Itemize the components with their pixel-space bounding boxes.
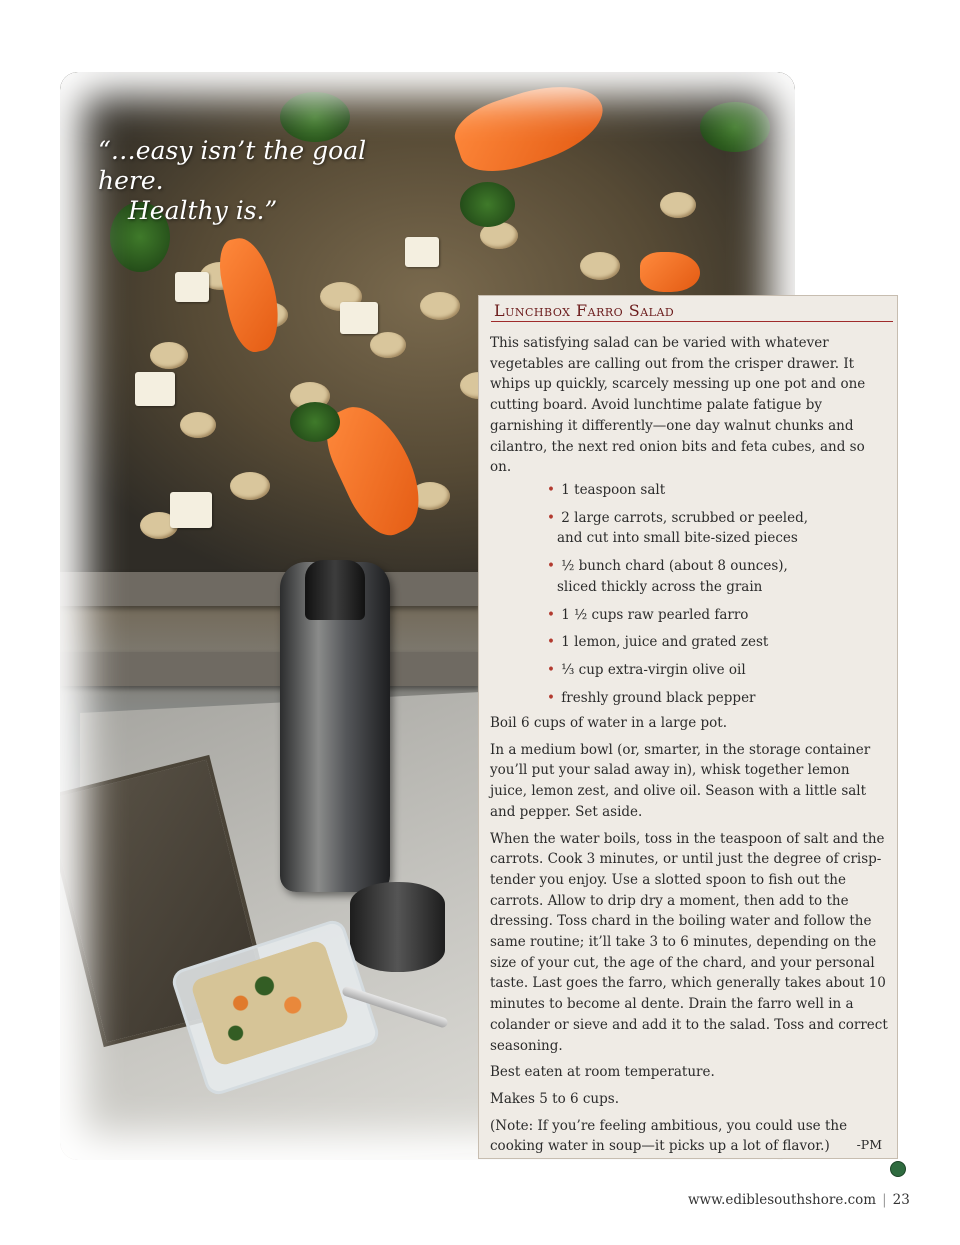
method-step: Makes 5 to 6 cups. xyxy=(490,1090,619,1107)
ingredient-item: • freshly ground black pepper xyxy=(547,689,756,706)
recipe-card xyxy=(478,295,898,1159)
bullet-icon: • xyxy=(547,482,555,498)
bullet-icon: • xyxy=(547,661,555,678)
ingredient-item: • 1 ½ cups raw pearled farro xyxy=(547,606,749,623)
pull-quote xyxy=(98,136,428,226)
author-signature: -PM xyxy=(856,1137,882,1152)
website-link[interactable]: www.ediblesouthshore.com xyxy=(688,1192,877,1208)
method-step: (Note: If you’re feeling ambitious, you could use the cooking water in soup—it picks up a lot of flavor.) xyxy=(490,1117,848,1155)
ingredient-item: • ⅓ cup extra-virgin olive oil xyxy=(547,661,746,678)
recipe-intro: This satisfying salad can be varied with whatever vegetables are calling out from the crisper drawer. It whips up quickly, scarcely messing up one pot and one cutting board. Avoid lunchtime palate fatigue by garnishing it differently—one day walnut chunks and cilantro, the next red onion bits and feta cubes, and so on. xyxy=(490,335,866,476)
method-step: In a medium bowl (or, smarter, in the storage container you’ll put your salad away in), whisk together lemon juice, lemon zest, and olive oil. Season with a little salt and pepper. Set aside. xyxy=(490,741,871,820)
page-number: 23 xyxy=(892,1192,910,1208)
thermos-cup xyxy=(350,882,445,972)
method-step: When the water boils, toss in the teaspoon of salt and the carrots. Cook 3 minutes, or until just the degree of crisp-tender you enjoy. Use a slotted spoon to fish out the carrots. Allow to drip dry a moment, then add to the dressing. Toss chard in the boiling water and follow the same routine; it’ll take 3 to 6 minutes, depending on the size of your cut, the age of the chard, and your personal taste. Last goes the farro, which generally takes about 10 minutes to become al dente. Drain the farro well in a colander or sieve and add it to the salad. Toss and correct seasoning. xyxy=(490,830,888,1054)
ingredient-list xyxy=(547,480,867,715)
ingredient-item: • ½ bunch chard (about 8 ounces), sliced thickly across the grain xyxy=(547,558,788,595)
bullet-icon: • xyxy=(547,558,555,575)
footer-separator: | xyxy=(882,1192,887,1208)
leaf-logo-icon xyxy=(890,1161,906,1177)
pull-quote-line-1: “…easy isn’t the goal here. xyxy=(98,136,367,195)
ingredient-item: • 2 large carrots, scrubbed or peeled, and cut into small bite-sized pieces xyxy=(547,509,809,547)
bullet-icon: • xyxy=(547,634,555,651)
recipe-title: Lunchbox Farro Salad xyxy=(494,301,675,320)
ingredient-item: • 1 lemon, juice and grated zest xyxy=(547,634,769,651)
bullet-icon: • xyxy=(547,509,555,526)
ingredient-item: • 1 teaspoon salt xyxy=(547,482,666,498)
title-rule xyxy=(491,321,893,322)
recipe-method xyxy=(490,713,888,1163)
thermos-cap xyxy=(305,560,365,620)
method-step: Boil 6 cups of water in a large pot. xyxy=(490,715,728,731)
bullet-icon: • xyxy=(547,606,555,623)
page-footer xyxy=(688,1192,910,1208)
pull-quote-line-2: Healthy is.” xyxy=(128,196,278,225)
bullet-icon: • xyxy=(547,689,555,706)
method-step: Best eaten at room temperature. xyxy=(490,1064,715,1081)
